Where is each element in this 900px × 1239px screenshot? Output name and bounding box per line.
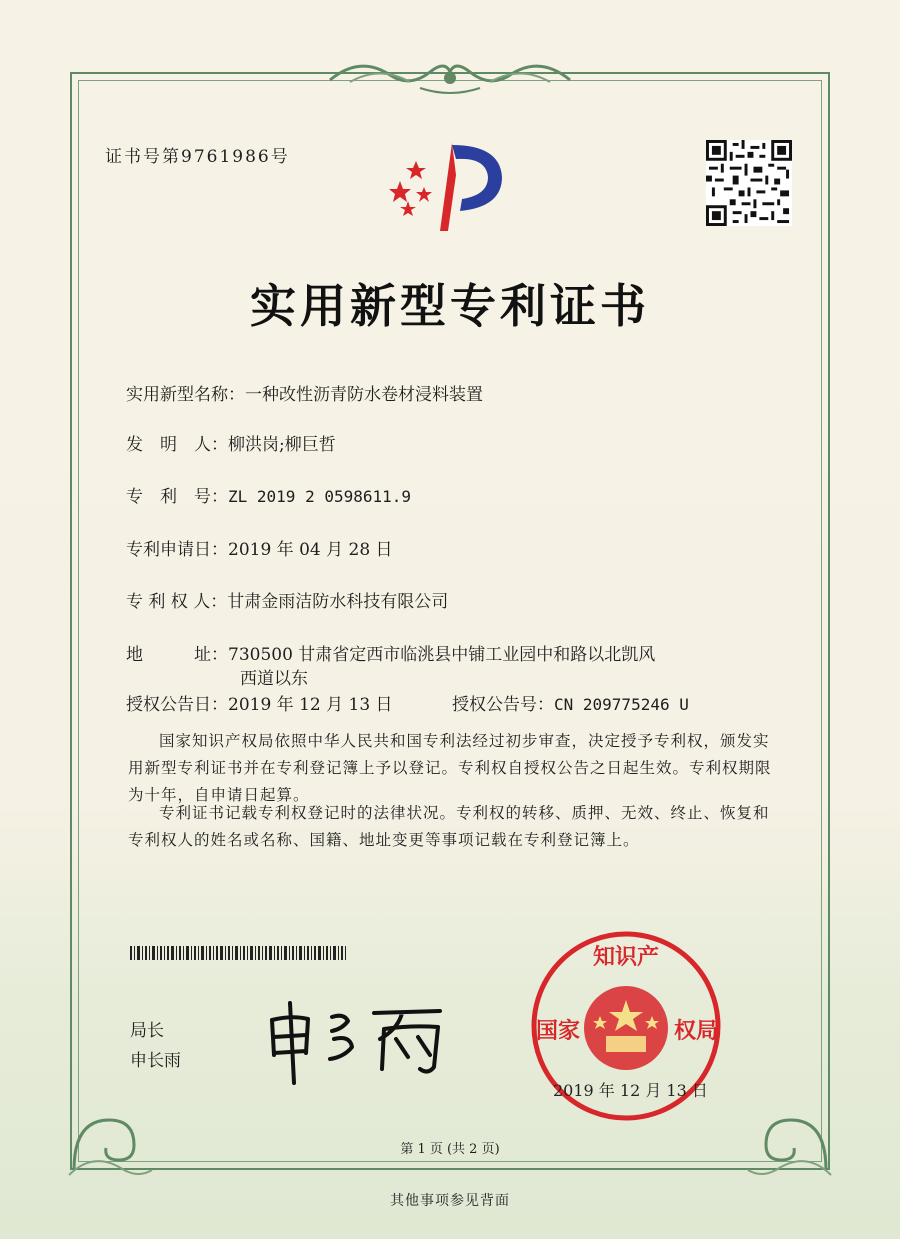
body-paragraph-2: 专利证书记载专利权登记时的法律状况。专利权的转移、质押、无效、终止、恢复和专利权人的姓名或名称、国籍、地址变更等事项记载在专利登记簿上。 [128,804,770,849]
footer-note: 其他事项参见背面 [390,1193,510,1209]
handwritten-signature-icon [262,995,462,1085]
director-block [130,1016,181,1076]
field-label: 授权公告号： [452,695,554,715]
field-label: 授权公告日： [126,695,228,715]
barcode-icon [130,946,346,960]
director-title: 局长 [130,1021,164,1041]
field-value: 一种改性沥青防水卷材浸料装置 [245,385,483,405]
certificate-title: 实用新型专利证书 [250,279,650,333]
field-patent-number [126,482,411,507]
field-patentee [126,587,448,612]
field-value: 2019 年 04 月 28 日 [228,540,393,560]
field-inventor [126,430,336,455]
svg-text:知识产: 知识产 [592,945,660,970]
field-grant-number [452,690,689,715]
field-application-date [126,535,393,560]
field-value: 730500 甘肃省定西市临洮县中铺工业园中和路以北凯风 [228,645,656,665]
field-value: ZL 2019 2 0598611.9 [228,487,412,506]
field-grant-date [126,690,393,715]
field-value: CN 209775246 U [554,695,689,714]
field-value: 甘肃金雨洁防水科技有限公司 [227,592,449,612]
field-value: 柳洪岗;柳巨哲 [228,435,336,455]
field-label: 专 利 号： [126,487,228,507]
field-utility-model-name [126,380,483,405]
body-paragraph-1: 国家知识产权局依照中华人民共和国专利法经过初步审查，决定授予专利权，颁发实用新型专利证书并在专利登记簿上予以登记。专利权自授权公告之日起生效。专利权期限为十年，自申请日起算。 [128,732,772,804]
svg-text:国家: 国家 [535,1019,581,1044]
field-label: 实用新型名称： [126,385,245,405]
qr-code-icon [706,140,792,226]
field-label: 地 址： [126,645,228,665]
field-value: 2019 年 12 月 13 日 [228,695,393,715]
director-name: 申长雨 [130,1051,181,1071]
field-label: 专利申请日： [126,540,228,560]
svg-text:权局: 权局 [673,1019,719,1044]
field-label: 专 利 权 人： [126,592,228,612]
certificate-number: 证书号第9761986号 [105,147,290,167]
seal-date: 2019 年 12 月 13 日 [553,1081,708,1100]
top-ornament-icon [320,50,580,100]
cnipa-logo-icon [380,135,510,235]
field-label: 发 明 人： [126,435,228,455]
field-address-line2: 西道以东 [240,669,308,689]
page-number: 第 1 页 (共 2 页) [400,1142,500,1157]
field-address [126,640,655,665]
